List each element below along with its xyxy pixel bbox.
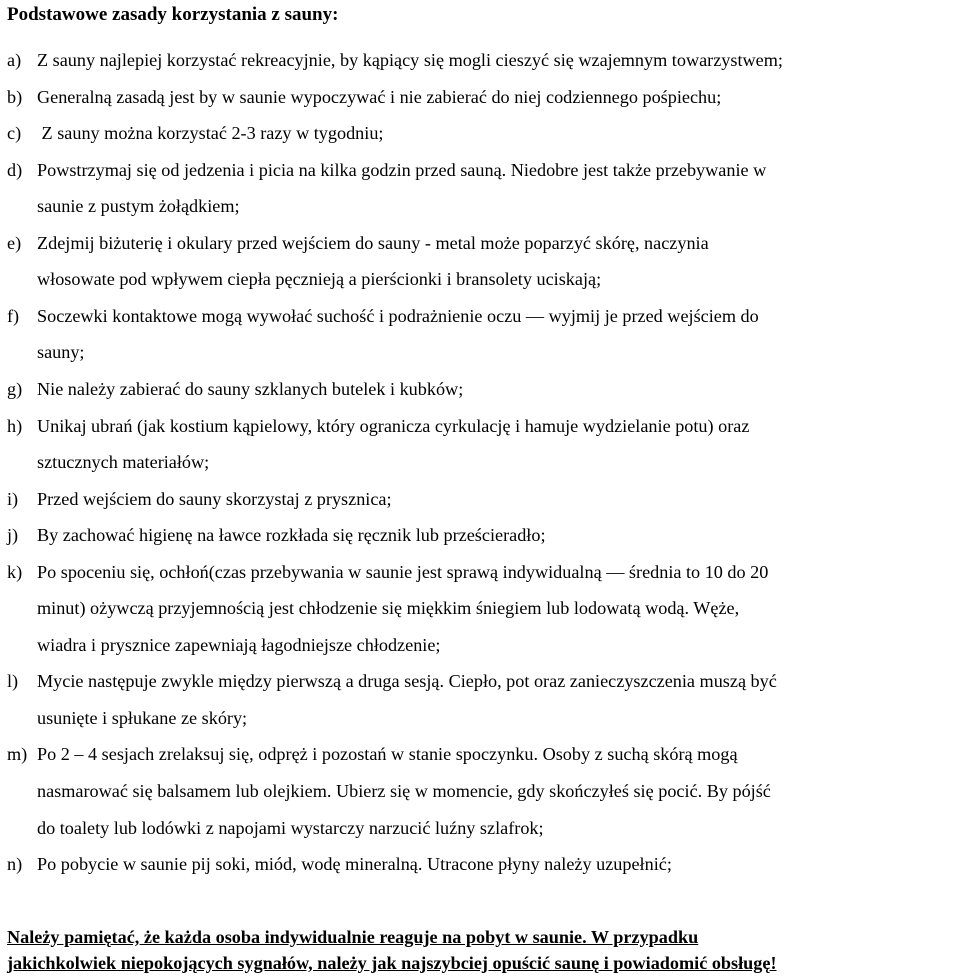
list-item-label: g) <box>7 378 23 399</box>
list-item-label: f) <box>7 305 20 326</box>
list-item <box>7 42 783 79</box>
list-item <box>7 481 392 518</box>
list-item <box>7 79 721 116</box>
list-item-text: Przed wejściem do sauny skorzystaj z prysznica; <box>37 488 392 509</box>
list-item <box>7 736 738 773</box>
list-item <box>7 115 383 152</box>
list-item-text: Po spoceniu się, ochłoń(czas przebywania w saunie jest sprawą indywidualną — średnia to 10 do 20 <box>37 561 769 582</box>
list-item-continuation: włosowate pod wpływem ciepła pęcznieją a pierścionki i bransolety uciskają; <box>37 269 602 290</box>
list-item-text: Po 2 – 4 sesjach zrelaksuj się, odpręż i pozostań w stanie spoczynku. Osoby z suchą skórą mogą <box>37 744 738 765</box>
list-item-text: Z sauny można korzystać 2-3 razy w tygodniu; <box>37 123 384 144</box>
document-title: Podstawowe zasady korzystania z sauny: <box>7 4 339 25</box>
list-item-label: n) <box>7 854 23 875</box>
list-item-continuation: sztucznych materiałów; <box>37 452 210 473</box>
list-item-label: e) <box>7 232 22 253</box>
list-item-text: Zdejmij biżuterię i okulary przed wejściem do sauny - metal może poparzyć skórę, naczynia <box>37 232 709 253</box>
list-item-continuation: minut) ożywczą przyjemnością jest chłodzenie się miękkim śniegiem lub lodowatą wodą. Węże, <box>37 598 740 619</box>
list-item-text: Soczewki kontaktowe mogą wywołać suchość i podrażnienie oczu — wyjmij je przed wejściem do <box>37 305 759 326</box>
list-item-continuation: wiadra i prysznice zapewniają łagodniejsze chłodzenie; <box>37 634 441 655</box>
list-item <box>7 554 768 591</box>
list-item-label: k) <box>7 561 23 582</box>
list-item-label: i) <box>7 488 19 509</box>
list-item-text: Mycie następuje zwykle między pierwszą a druga sesją. Ciepło, pot oraz zanieczyszczenia muszą być <box>37 671 777 692</box>
list-item <box>7 298 759 335</box>
list-item-label: j) <box>7 525 19 546</box>
list-item-label: c) <box>7 123 22 144</box>
list-item-text: By zachować higienę na ławce rozkłada się ręcznik lub prześcieradło; <box>37 525 546 546</box>
list-item-text: Unikaj ubrań (jak kostium kąpielowy, który ogranicza cyrkulację i hamuje wydzielanie potu) oraz <box>37 415 750 436</box>
list-item-text: Generalną zasadą jest by w saunie wypoczywać i nie zabierać do niej codziennego pośpiechu; <box>37 86 722 107</box>
list-item <box>7 517 546 554</box>
list-item-text: Nie należy zabierać do sauny szklanych butelek i kubków; <box>37 378 464 399</box>
list-item-text: Powstrzymaj się od jedzenia i picia na kilka godzin przed sauną. Niedobre jest także przebywanie w <box>37 159 767 180</box>
list-item <box>7 846 672 883</box>
list-item <box>7 225 709 262</box>
list-item-continuation: nasmarować się balsamem lub olejkiem. Ubierz się w momencie, gdy skończyłeś się pocić. By pójść <box>37 781 771 801</box>
list-item-label: m) <box>7 744 28 765</box>
list-item <box>7 371 463 408</box>
list-item-continuation: usunięte i spłukane ze skóry; <box>37 707 248 728</box>
list-item-text: Z sauny najlepiej korzystać rekreacyjnie, by kąpiący się mogli cieszyć się wzajemnym towarzystwem; <box>37 50 783 70</box>
list-item <box>7 663 777 700</box>
list-item-label: d) <box>7 159 23 180</box>
list-item-continuation: sauny; <box>37 342 85 363</box>
warning-note-line: jakichkolwiek niepokojących sygnałów, należy jak najszybciej opuścić saunę i powiadomić obsługę! <box>7 953 777 973</box>
list-item <box>7 408 749 445</box>
list-item-label: a) <box>7 50 22 70</box>
list-item-label: h) <box>7 415 23 436</box>
list-item-continuation: saunie z pustym żołądkiem; <box>37 196 240 217</box>
list-item-label: b) <box>7 86 23 107</box>
list-item-label: l) <box>7 671 19 692</box>
list-item-text: Po pobycie w saunie pij soki, miód, wodę mineralną. Utracone płyny należy uzupełnić; <box>37 854 672 875</box>
warning-note-line: Należy pamiętać, że każda osoba indywidualnie reaguje na pobyt w saunie. W przypadku <box>7 927 699 947</box>
list-item-continuation: do toalety lub lodówki z napojami wystarczy narzucić luźny szlafrok; <box>37 817 544 838</box>
list-item <box>7 152 766 189</box>
